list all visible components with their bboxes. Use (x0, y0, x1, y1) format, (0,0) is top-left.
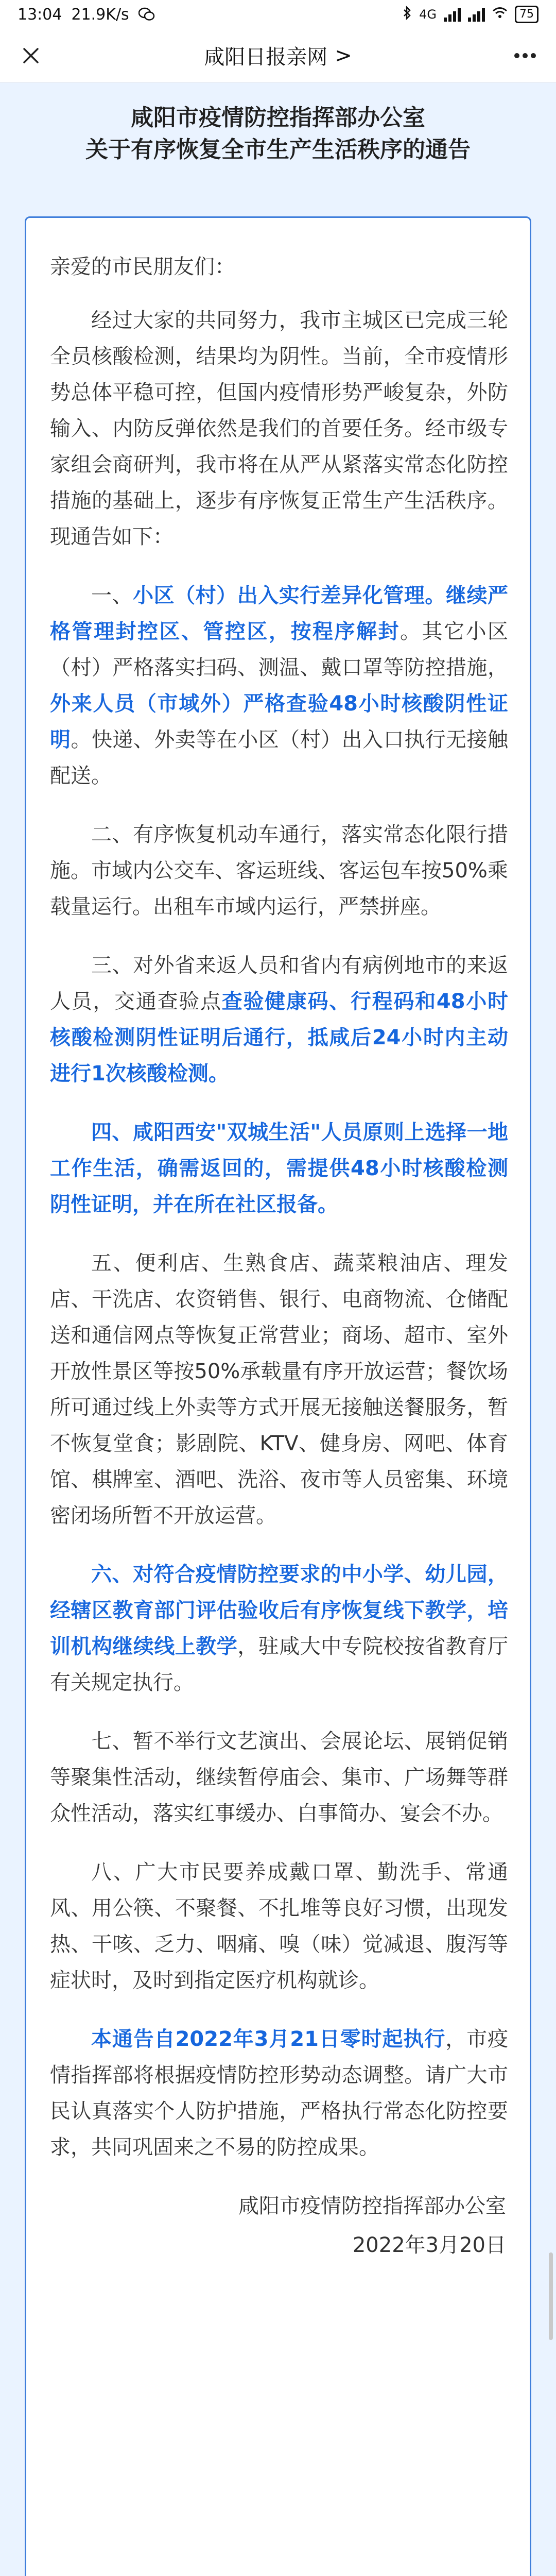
paragraph-9 (50, 2021, 508, 2165)
p6-highlight: 对符合疫情防控要求的中小学、幼儿园，经辖区教育部门评估验收后有序恢复线下教学，培训机构继续线上教学 (50, 1563, 509, 1658)
article-content (0, 82, 556, 2576)
close-button[interactable] (14, 39, 47, 72)
p1-text-2: 。快递、外卖等在小区（村）出入口执行无接触配送。 (50, 728, 509, 788)
greeting: 亲爱的市民朋友们： (50, 255, 235, 279)
paragraph-2: 二、有序恢复机动车通行，落实常态化限行措施。市域内公交车、客运班线、客运包车按50%乘载量运行。出租车市域内运行，严禁拼座。 (50, 823, 508, 919)
p9-text: ，市疫情指挥部将根据疫情防控形势动态调整。请广大市民认真落实个人防护措施，严格执行常态化防控要求，共同巩固来之不易的防控成果。 (50, 2027, 509, 2159)
p6-text: ，驻咸大中专院校按省教育厅有关规定执行。 (50, 1635, 509, 1694)
more-button[interactable] (509, 39, 542, 72)
bluetooth-icon (403, 6, 412, 23)
p1-text: 。其它小区（村）严格落实扫码、测温、戴口罩等防控措施， (50, 620, 508, 680)
wechat-icon (138, 7, 155, 22)
paragraph-3 (50, 947, 508, 1092)
paragraph-1 (50, 578, 508, 794)
paragraph-8: 八、广大市民要养成戴口罩、勤洗手、常通风、用公筷、不聚餐、不扎堆等良好习惯，出现发热、干咳、乏力、咽痛、嗅（味）觉减退、腹泻等症状时，及时到指定医疗机构就诊。 (50, 1860, 508, 1992)
p1-number: 一、 (91, 584, 133, 607)
notice-title: 关于有序恢复全市生产生活秩序的通告 (85, 137, 471, 163)
p4-highlight: 咸阳西安"双城生活"人员原则上选择一地工作生活，确需返回的，需提供48小时核酸检测阴性证明，并在所在社区报备。 (50, 1121, 509, 1216)
paragraph-6 (50, 1556, 508, 1701)
close-icon (22, 46, 40, 65)
p1-highlight: 小区（村）出入实行差异化管理。继续严格管理封控区、管控区，按程序解封 (50, 584, 509, 643)
p9-highlight: 本通告自2022年3月21日零时起执行 (91, 2027, 446, 2051)
scrollbar-thumb[interactable] (549, 2252, 553, 2340)
p6-number: 六、 (91, 1563, 133, 1586)
network-type: 4G (419, 7, 437, 22)
notice-body (25, 216, 531, 2576)
app-bar (0, 29, 556, 82)
chevron-right-icon: > (335, 43, 352, 67)
article-header (0, 82, 556, 190)
signer: 咸阳市疫情防控指挥部办公室 (238, 2194, 506, 2218)
signal-icon-2 (468, 7, 485, 22)
paragraph-4 (50, 1114, 508, 1223)
battery-indicator: 75 (515, 6, 538, 23)
p3-text: 三、对外省来返人员和省内有病例地市的来返人员，交通查验点 (50, 954, 508, 1013)
wifi-icon (492, 6, 508, 23)
p3-highlight: 查验健康码、行程码和48小时核酸检测阴性证明后通行，抵咸后24小时内主动进行1次核酸检测。 (50, 990, 508, 1086)
paragraph-intro: 经过大家的共同努力，我市主城区已完成三轮全员核酸检测，结果均为阴性。当前，全市疫情形势总体平稳可控，但国内疫情形势严峻复杂，外防输入、内防反弹依然是我们的首要任务。经市级专家组会商研判，我市将在从严从紧落实常态化防控措施的基础上，逐步有序恢复正常生产生活秩序。现通告如下： (50, 309, 508, 549)
paragraph-5: 五、便利店、生熟食店、蔬菜粮油店、理发店、干洗店、农资销售、银行、电商物流、仓储配送和通信网点等恢复正常营业；商场、超市、室外开放性景区等按50%承载量有序开放运营；餐饮场所可通过线上外卖等方式开展无接触送餐服务，暂不恢复堂食；影剧院、KTV、健身房、网吧、体育馆、棋牌室、酒吧、洗浴、夜市等人员密集、环境密闭场所暂不开放运营。 (50, 1251, 508, 1528)
signal-icon (444, 7, 461, 22)
paragraph-7: 七、暂不举行文艺演出、会展论坛、展销促销等聚集性活动，继续暂停庙会、集市、广场舞等群众性活动，落实红事缓办、白事简办、宴会不办。 (50, 1730, 508, 1825)
p4-number: 四、 (91, 1121, 133, 1144)
account-name: 咸阳日报亲网 (204, 45, 328, 69)
status-bar (0, 0, 556, 29)
notice-issuer: 咸阳市疫情防控指挥部办公室 (131, 105, 425, 131)
account-title[interactable] (204, 41, 352, 70)
issue-date: 2022年3月20日 (352, 2233, 506, 2257)
status-right (403, 6, 538, 23)
status-time: 13:04 (18, 5, 62, 24)
status-left (18, 6, 155, 24)
net-speed: 21.9K/s (71, 5, 129, 24)
more-icon (514, 53, 536, 59)
p1-highlight-2: 外来人员（市域外）严格查验48小时核酸阴性证明 (50, 692, 508, 752)
